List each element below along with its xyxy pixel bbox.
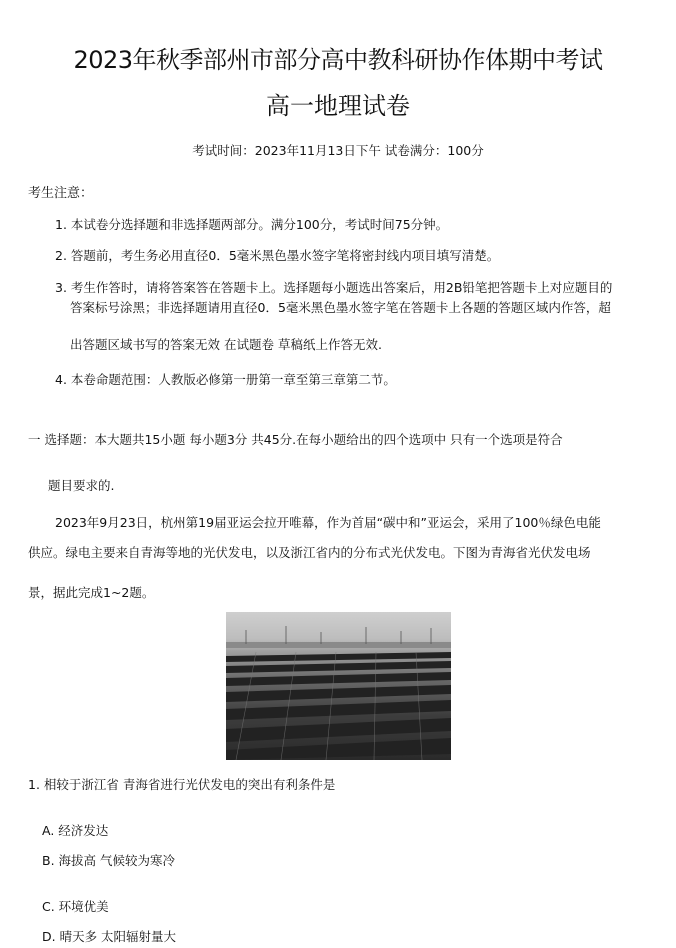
option-d: D. 晴天多 太阳辐射量大 <box>42 929 177 944</box>
passage-text: 2023年9月23日，杭州第19届亚运会拉开唯幕，作为首届“碳中和”亚运会，采用了100％绿色电能 <box>55 515 601 530</box>
question-1: 1. 相较于浙江省 青海省进行光伏发电的突出有利条件是 <box>28 777 336 792</box>
option-a: A. 经济发达 <box>42 823 109 838</box>
section-heading: 一 选择题：本大题共15小题 每小题3分 共45分.在每小题给出的四个选项中 只有一个选项是符合 <box>28 432 563 447</box>
exam-subtitle: 高一地理试卷 <box>266 92 410 120</box>
notice-item: 4. 本卷命题范围：人教版必修第一册第一章至第三章第二节。 <box>55 372 396 387</box>
passage-text: 供应。绿电主要来自青海等地的光伏发电，以及浙江省内的分布式光伏发电。下图为青海省光伏发电场 <box>28 545 591 560</box>
exam-info: 考试时间：2023年11月13日下午 试卷满分：100分 <box>192 143 484 158</box>
notice-item: 出答题区域书写的答案无效 在试题卷 草稿纸上作答无效. <box>70 337 382 352</box>
solar-panels-graphic <box>226 612 451 760</box>
solar-farm-photo <box>226 612 451 760</box>
notice-item: 2. 答题前，考生务必用直径0．5毫米黑色墨水签字笔将密封线内项目填写清楚。 <box>55 248 500 263</box>
option-b: B. 海拔高 气候较为寒冷 <box>42 853 175 868</box>
passage-text: 景，据此完成1~2题。 <box>28 585 155 600</box>
section-heading-cont: 题目要求的. <box>48 478 115 493</box>
exam-title: 2023年秋季部州市部分高中教科研协作体期中考试 <box>73 46 603 74</box>
notice-heading: 考生注意： <box>28 186 94 201</box>
notice-item: 3. 考生作答时，请将答案答在答题卡上。选择题每小题选出答案后，用2B铅笔把答题卡上对应题目的 <box>55 280 613 295</box>
notice-item: 1. 本试卷分选择题和非选择题两部分。满分100分，考试时间75分钟。 <box>55 217 449 232</box>
option-c: C. 环境优美 <box>42 899 109 914</box>
notice-item: 答案标号涂黑；非选择题请用直径0．5毫米黑色墨水签字笔在答题卡上各题的答题区域内作答，超 <box>70 300 611 315</box>
